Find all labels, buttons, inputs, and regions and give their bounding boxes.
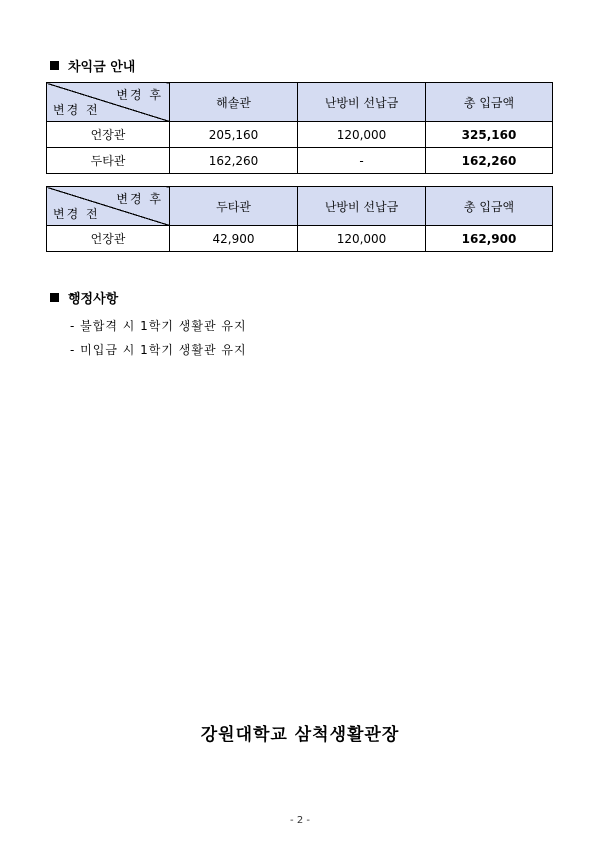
table-header-row bbox=[47, 187, 553, 226]
row-label: 두타관 bbox=[47, 148, 170, 174]
column-header: 총 입금액 bbox=[426, 83, 553, 122]
table-cell: 120,000 bbox=[298, 226, 426, 252]
square-bullet-icon bbox=[50, 61, 59, 70]
column-header: 난방비 선납금 bbox=[298, 187, 426, 226]
square-bullet-icon bbox=[50, 293, 59, 302]
section-title-text: 행정사항 bbox=[68, 292, 119, 307]
column-header: 해솔관 bbox=[170, 83, 298, 122]
refund-table-2 bbox=[46, 186, 553, 252]
refund-table-1 bbox=[46, 82, 553, 174]
column-header: 두타관 bbox=[170, 187, 298, 226]
header-after-label: 변경 후 bbox=[116, 192, 163, 206]
total-cell: 162,900 bbox=[426, 226, 553, 252]
header-before-label: 변경 전 bbox=[53, 207, 100, 221]
header-before-label: 변경 전 bbox=[53, 103, 100, 117]
section-title-admin bbox=[50, 288, 118, 307]
row-label: 언장관 bbox=[47, 226, 170, 252]
table-row bbox=[47, 226, 553, 252]
diagonal-header-cell bbox=[47, 83, 170, 122]
section-title-text: 차익금 안내 bbox=[68, 60, 136, 75]
total-cell: 162,260 bbox=[426, 148, 553, 174]
diagonal-header-cell bbox=[47, 187, 170, 226]
table-row bbox=[47, 148, 553, 174]
table-cell: 42,900 bbox=[170, 226, 298, 252]
table-cell: 120,000 bbox=[298, 122, 426, 148]
table-header-row bbox=[47, 83, 553, 122]
issuer-signature: 강원대학교 삼척생활관장 bbox=[200, 725, 400, 745]
column-header: 난방비 선납금 bbox=[298, 83, 426, 122]
row-label: 언장관 bbox=[47, 122, 170, 148]
header-after-label: 변경 후 bbox=[116, 88, 163, 102]
table-row bbox=[47, 122, 553, 148]
admin-notes-list bbox=[70, 313, 247, 361]
list-item: - 불합격 시 1학기 생활관 유지 bbox=[70, 318, 247, 333]
total-cell: 325,160 bbox=[426, 122, 553, 148]
table-cell: - bbox=[298, 148, 426, 174]
list-item: - 미입금 시 1학기 생활관 유지 bbox=[70, 342, 247, 357]
column-header: 총 입금액 bbox=[426, 187, 553, 226]
table-cell: 162,260 bbox=[170, 148, 298, 174]
page-number: - 2 - bbox=[290, 815, 310, 826]
table-cell: 205,160 bbox=[170, 122, 298, 148]
section-title-refund bbox=[50, 56, 135, 75]
